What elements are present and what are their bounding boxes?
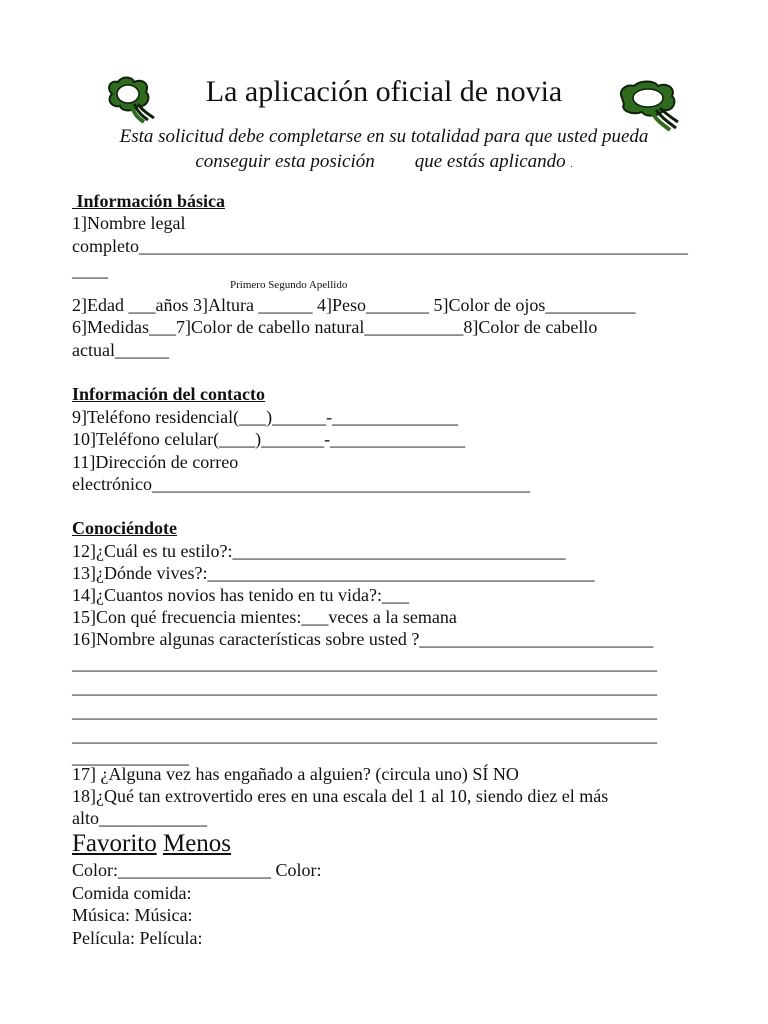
question-18-field[interactable]: alto____________	[72, 808, 207, 828]
question-14-field[interactable]: 14]¿Cuantos novios has tenido en tu vida?:___	[72, 585, 409, 605]
question-16-blank-line[interactable]: _________________________________________________________________	[72, 725, 657, 745]
question-11-label: 11]Dirección de correo	[72, 452, 239, 472]
question-1-label: 1]Nombre legal	[72, 213, 186, 233]
subtitle	[60, 124, 708, 177]
favorites-movie-row[interactable]: Película: Película:	[72, 928, 203, 948]
question-18-label: 18]¿Qué tan extrovertido eres en una escala del 1 al 10, siendo diez el más	[72, 786, 609, 806]
section-heading-getting-to-know: Conociéndote	[72, 518, 177, 538]
subtitle-line-2a: conseguir esta posición	[195, 151, 375, 172]
questions-6-8[interactable]: 6]Medidas___7]Color de cabello natural___________8]Color de cabello	[72, 317, 598, 337]
favorites-food-row[interactable]: Comida comida:	[72, 883, 192, 903]
question-16-blank-line[interactable]: _________________________________________________________________	[72, 653, 657, 673]
question-16-field[interactable]: 16]Nombre algunas características sobre usted ?__________________________	[72, 629, 654, 649]
page-title: La aplicación oficial de novia	[205, 75, 563, 108]
question-17-field[interactable]: 17] ¿Alguna vez has engañado a alguien? (circula uno) SÍ NO	[72, 764, 519, 784]
questions-2-5[interactable]: 2]Edad ___años 3]Altura ______ 4]Peso_______ 5]Color de ojos__________	[72, 295, 636, 315]
question-16-blank-line[interactable]: _____________	[72, 747, 189, 767]
question-10-field[interactable]: 10]Teléfono celular(____)_______-_______________	[72, 429, 466, 449]
question-16-blank-line[interactable]: _________________________________________________________________	[72, 677, 657, 697]
subtitle-dot: .	[570, 159, 573, 169]
favorites-heading-left: Favorito	[72, 830, 157, 857]
subtitle-line-1: Esta solicitud debe completarse en su totalidad para que usted pueda	[119, 126, 649, 147]
subtitle-line-2b: que estás aplicando	[414, 151, 566, 172]
favorites-music-row[interactable]: Música: Música:	[72, 905, 193, 925]
favorites-heading-right: Menos	[162, 830, 232, 857]
question-11-field[interactable]: electrónico__________________________________________	[72, 474, 530, 494]
question-13-field[interactable]: 13]¿Dónde vives?:___________________________________________	[72, 563, 595, 583]
question-9-field[interactable]: 9]Teléfono residencial(___)______-______________	[72, 407, 459, 427]
question-16-blank-line[interactable]: _________________________________________________________________	[72, 701, 657, 721]
section-heading-basic: Información básica	[72, 191, 225, 211]
section-heading-contact: Información del contacto	[72, 384, 265, 404]
question-8-field[interactable]: actual______	[72, 340, 169, 360]
question-12-field[interactable]: 12]¿Cuál es tu estilo?:_____________________________________	[72, 541, 566, 561]
name-field-caption: Primero Segundo Apellido	[230, 279, 348, 291]
question-1-field-cont[interactable]: ____	[72, 260, 108, 280]
question-15-field[interactable]: 15]Con qué frecuencia mientes:___veces a la semana	[72, 607, 457, 627]
favorites-heading	[72, 829, 231, 859]
subtitle-line-2	[60, 149, 708, 177]
favorites-color-row[interactable]: Color:_________________ Color:	[72, 860, 322, 880]
question-1-field[interactable]: completo_____________________________________________________________	[72, 236, 688, 256]
